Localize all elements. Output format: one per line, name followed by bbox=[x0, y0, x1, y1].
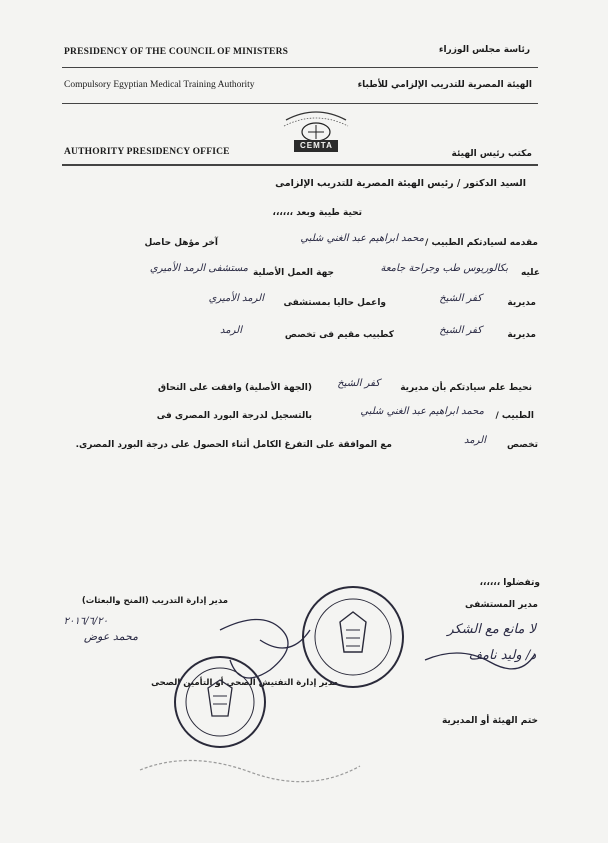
addressee: السيد الدكتور / رئيس الهيئة المصرية للتدريب الإلزامى bbox=[275, 178, 526, 189]
row1-value: محمد ابراهيم عبد الغني شلبي bbox=[300, 233, 424, 244]
row2-value-b: مستشفى الرمد الأميري bbox=[149, 263, 248, 274]
para2-label-b: بالتسجيل لدرجة البورد المصرى فى bbox=[156, 411, 312, 421]
row3-value-b: الرمد الأميري bbox=[208, 293, 264, 304]
header-ar-line3: مكتب رئيس الهيئة bbox=[451, 149, 532, 159]
para3-label-a: تخصص bbox=[506, 440, 538, 450]
row4-value-a: كفر الشيخ bbox=[439, 325, 482, 336]
logo-text: CEMTA bbox=[300, 141, 333, 150]
row4-value-b: الرمد bbox=[220, 325, 242, 336]
row3-label-b: واعمل حاليا بمستشفى bbox=[283, 298, 386, 308]
closing: وتفضلوا ،،،،،، bbox=[479, 578, 540, 588]
logo-icon bbox=[280, 106, 352, 158]
para3-value: الرمد bbox=[464, 435, 486, 446]
para3-label-b: مع الموافقة على التفرغ الكامل أثناء الحصول على درجة البورد المصرى. bbox=[75, 440, 392, 450]
header-ar-line1: رئاسة مجلس الوزراء bbox=[438, 45, 530, 55]
greeting: تحية طيبة وبعد ،،،،،، bbox=[272, 208, 362, 218]
faint-stamp-mark-icon bbox=[130, 740, 370, 800]
para2-value: محمد ابراهيم عبد الغني شلبي bbox=[360, 406, 484, 417]
para-label-a: نحيط علم سيادتكم بأن مديرية bbox=[400, 383, 532, 393]
cemta-logo bbox=[280, 106, 352, 158]
header-en-line1: PRESIDENCY OF THE COUNCIL OF MINISTERS bbox=[64, 47, 289, 57]
row2-value-a: بكالوريوس طب وجراحة جامعة bbox=[380, 263, 508, 274]
header-rule-1 bbox=[62, 67, 538, 68]
hospital-director-label: مدير المستشفى bbox=[465, 600, 538, 610]
row2-label-b: جهة العمل الأصلية bbox=[252, 268, 334, 278]
row1-label-b: آخر مؤهل حاصل bbox=[144, 238, 218, 248]
para-value-a: كفر الشيخ bbox=[337, 378, 380, 389]
para2-label-a: الطبيب / bbox=[495, 411, 534, 421]
hand-signature-1: د/ وليد نامف bbox=[468, 648, 536, 663]
official-stamp-1-icon bbox=[298, 582, 408, 692]
header-en-line3: AUTHORITY PRESIDENCY OFFICE bbox=[64, 147, 230, 157]
header-en-line2: Compulsory Egyptian Medical Training Authority bbox=[64, 80, 255, 90]
row4-label-b: كطبيب مقيم فى تخصص bbox=[284, 330, 394, 340]
para-label-b: (الجهة الأصلية) وافقت على التحاق bbox=[158, 383, 312, 393]
header-rule-2 bbox=[62, 103, 538, 104]
official-stamp-2-icon bbox=[170, 652, 270, 752]
stamp-label: ختم الهيئة أو المديرية bbox=[441, 716, 538, 726]
hand-date: ٢٠١٦/٦/٢٠ bbox=[63, 616, 108, 627]
signature-underline-icon bbox=[420, 640, 540, 680]
hand-note-approval: لا مانع مع الشكر bbox=[447, 622, 536, 637]
directorate-director-label: مدير إدارة التفتيش الصحى أو التأمين الصحى bbox=[151, 678, 338, 688]
row3-label-a: مديرية bbox=[507, 298, 536, 308]
header-rule-3 bbox=[62, 164, 538, 166]
row3-value-a: كفر الشيخ bbox=[439, 293, 482, 304]
row1-label-a: مقدمه لسيادتكم الطبيب / bbox=[425, 238, 538, 248]
hand-signature-2: محمد عوض bbox=[83, 630, 138, 643]
training-director-label: مدير إدارة التدريب (المنح والبعثات) bbox=[81, 596, 228, 606]
header-ar-line2: الهيئة المصرية للتدريب الإلزامي للأطباء bbox=[357, 80, 532, 90]
row2-label-a: عليه bbox=[521, 268, 540, 278]
row4-label-a: مديرية bbox=[507, 330, 536, 340]
